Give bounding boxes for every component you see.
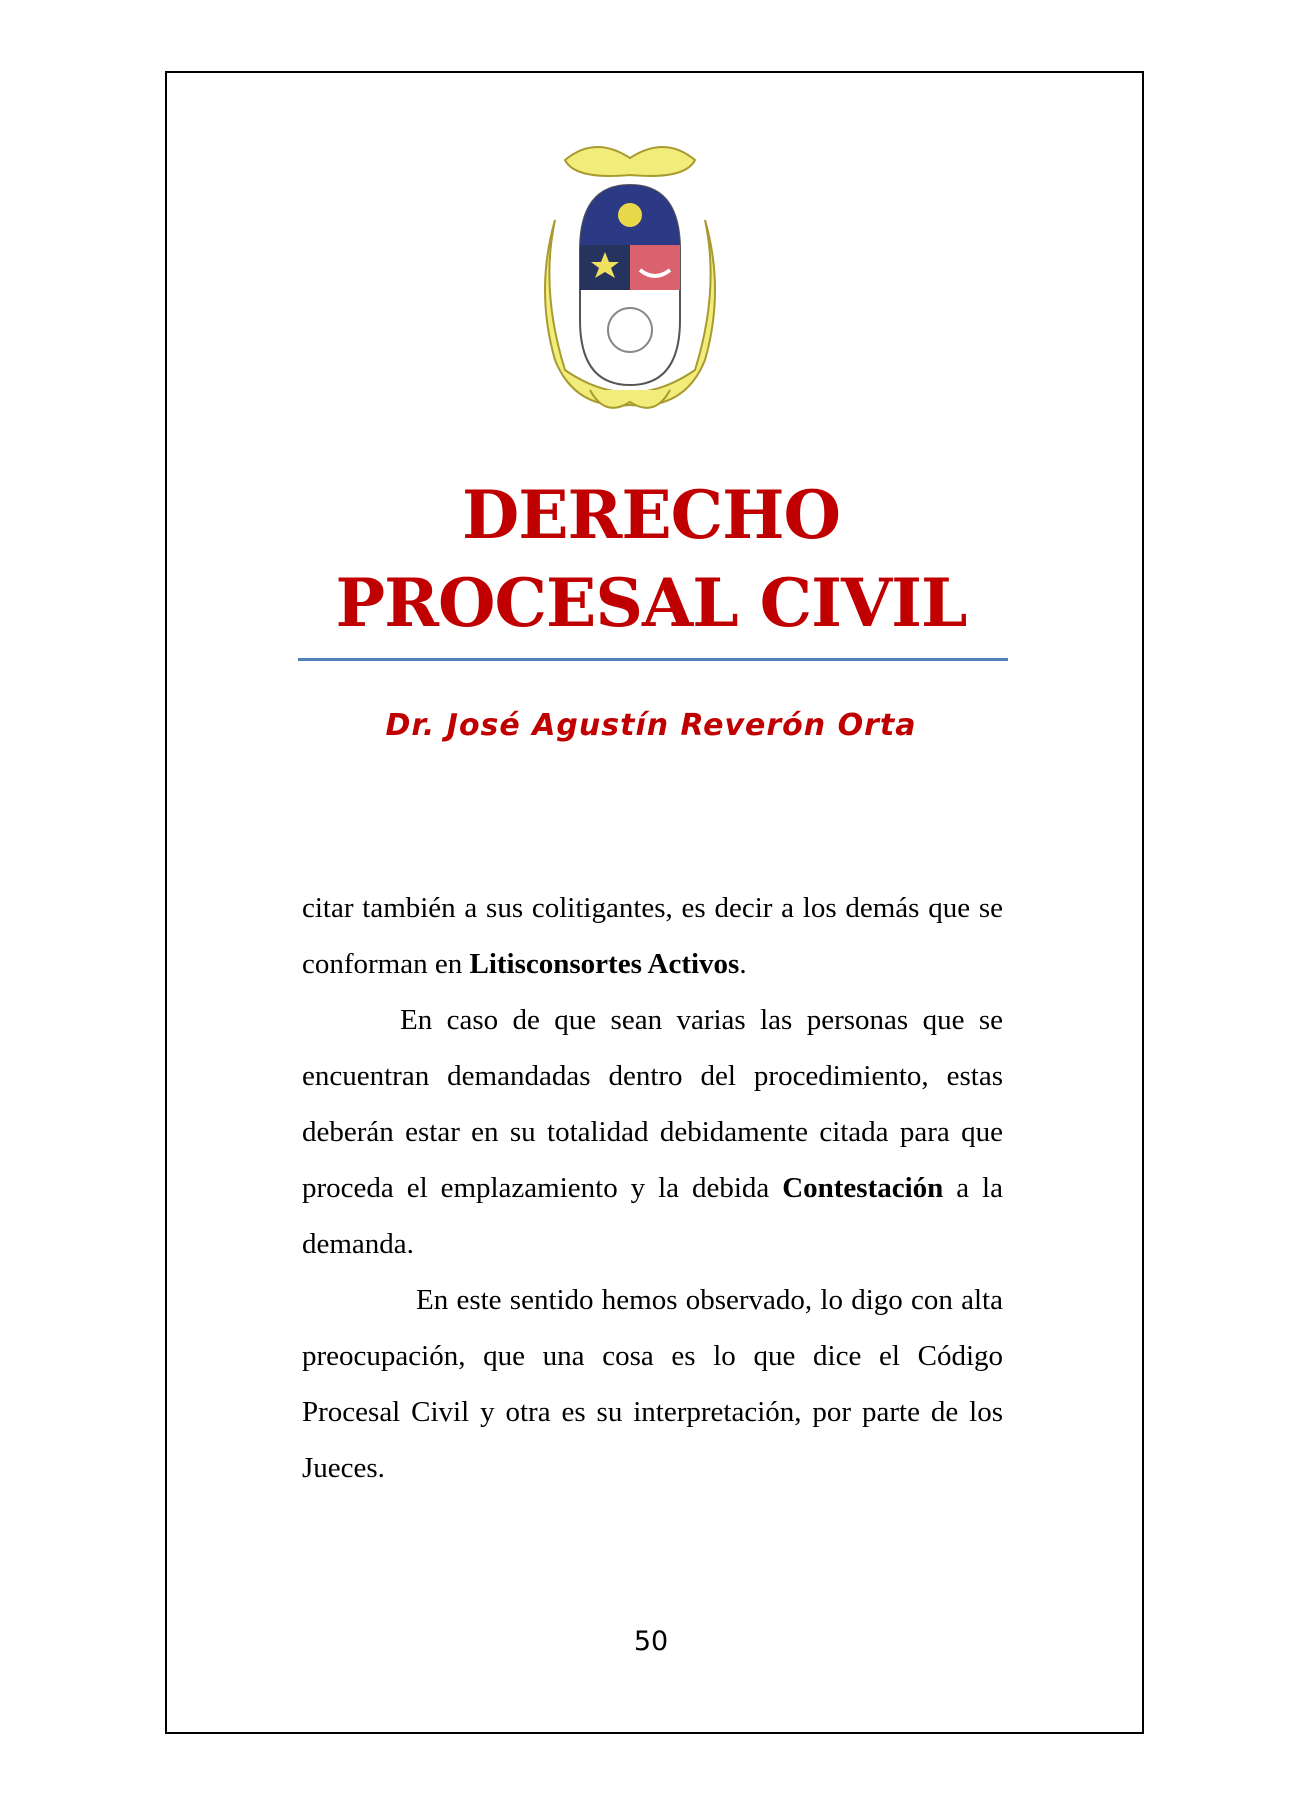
author-name: Dr. José Agustín Reverón Orta <box>385 708 917 743</box>
text: . <box>739 948 747 980</box>
page-number: 50 <box>633 1626 669 1657</box>
text: a la demanda. <box>302 1172 1003 1260</box>
bold-term: Contestación <box>782 1172 944 1204</box>
title-divider <box>298 658 1008 661</box>
text: citar también a sus colitigantes, es decir a los demás que se conforman en <box>302 892 1003 980</box>
paragraph-2 <box>302 992 1003 1272</box>
coat-of-arms-logo <box>535 140 725 418</box>
paragraph-1 <box>302 880 1003 992</box>
paragraph-3: En este sentido hemos observado, lo digo con alta preocupación, que una cosa es lo que dice el Código Procesal Civil y otra es su interpretación, por parte de los Jueces. <box>302 1284 1003 1484</box>
bold-term: Litisconsortes Activos <box>469 948 740 980</box>
text: En caso de que sean varias las personas que se encuentran demandadas dentro del procedimiento, estas deberán estar en su totalidad debidamente citada para que proceda el emplazamiento y la debida <box>302 1004 1003 1204</box>
title-line-1: DERECHO <box>461 476 841 554</box>
title-line-2: PROCESAL CIVIL <box>335 564 967 642</box>
body-text <box>302 880 1003 1496</box>
